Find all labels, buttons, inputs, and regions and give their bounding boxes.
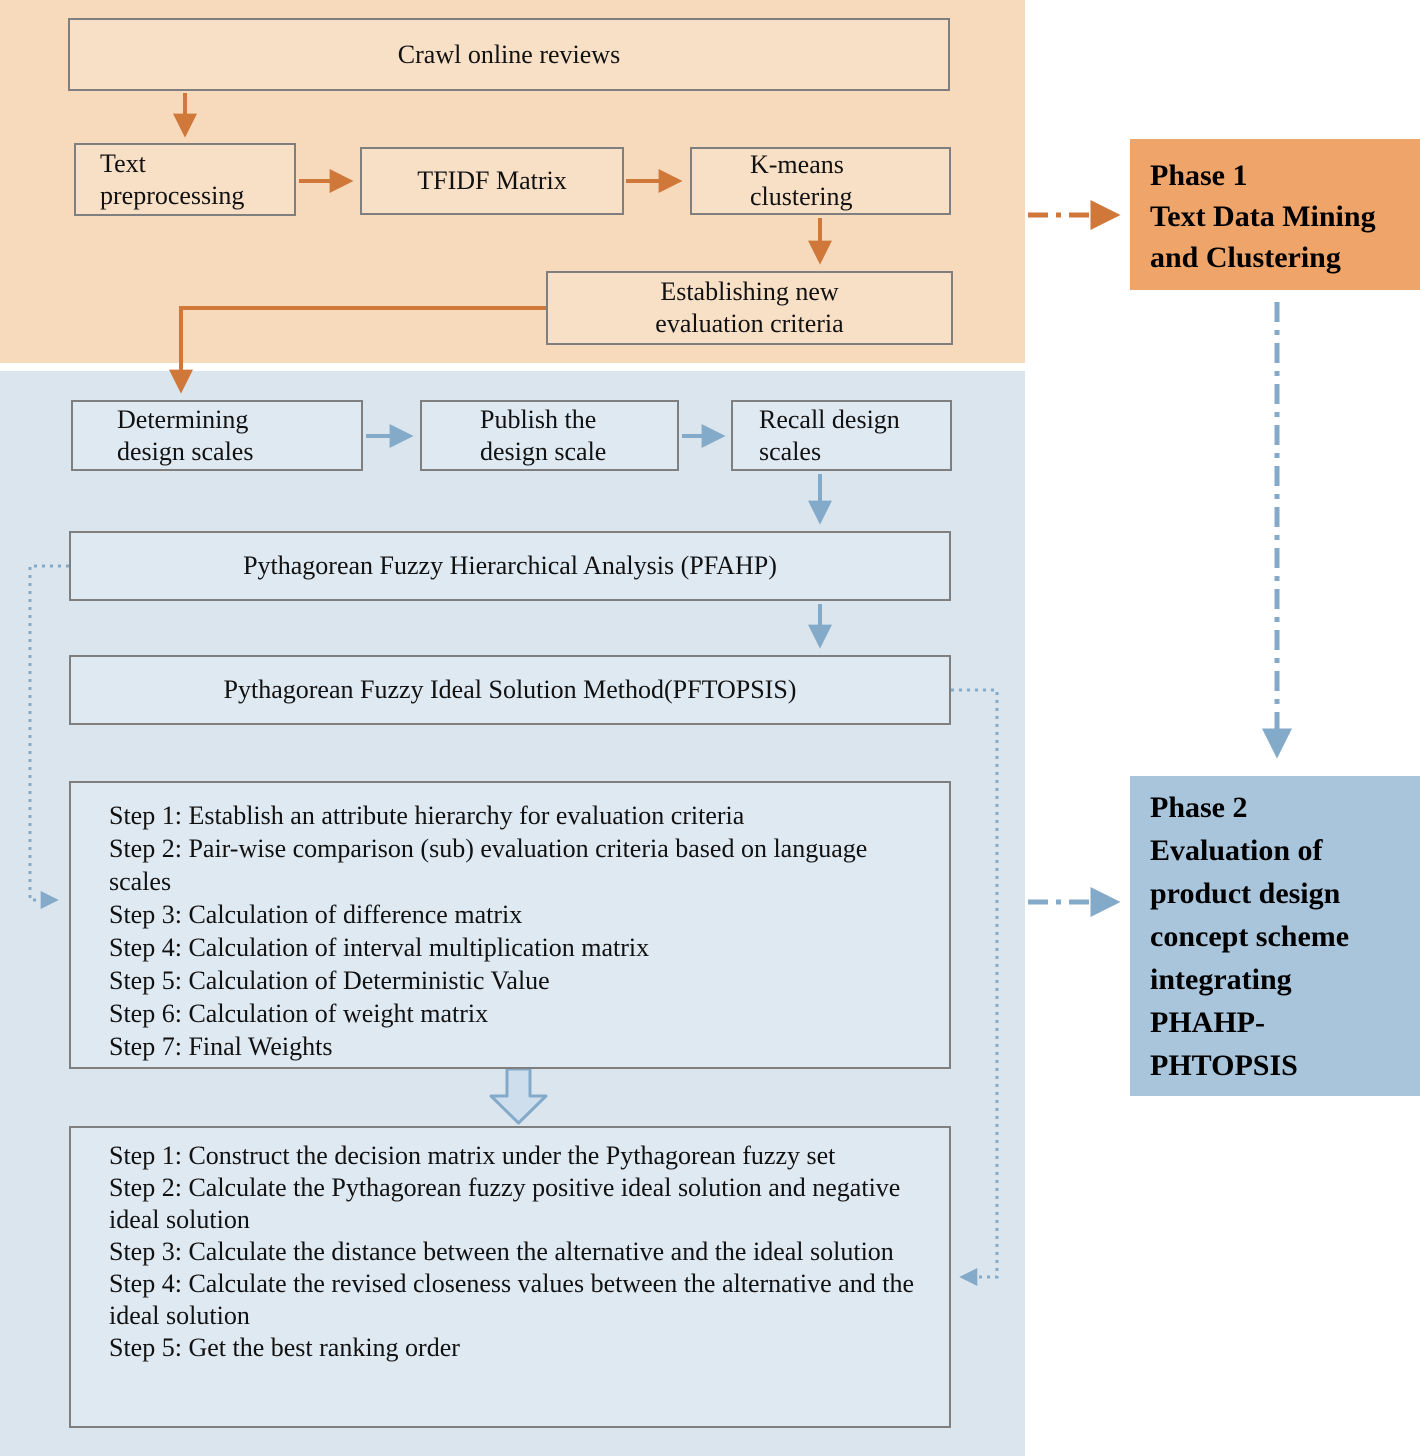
- crawl-online-reviews-box: [68, 18, 950, 91]
- phase1-label-box: [1130, 139, 1420, 290]
- phase2-label-box: [1130, 776, 1420, 1096]
- phase2-title: Phase 2: [1150, 791, 1248, 824]
- text-preprocessing-line1: Text: [100, 148, 146, 178]
- pfahp-steps-box: [69, 781, 951, 1069]
- text-preprocessing-line2: preprocessing: [100, 180, 245, 210]
- publish-design-scale-box: [420, 400, 679, 471]
- step-item: Step 4: Calculate the revised closeness values between the alternative and the ideal solution: [109, 1269, 914, 1330]
- recall-line2: scales: [759, 436, 822, 466]
- tfidf-matrix-box: [360, 147, 624, 215]
- criteria-line1: Establishing new: [660, 277, 839, 306]
- phase2-label-line6: PHTOPSIS: [1150, 1049, 1298, 1082]
- pfahp-box: [69, 531, 951, 601]
- step-item: Step 3: Calculate the distance between the alternative and the ideal solution: [109, 1237, 894, 1266]
- publish-line1: Publish the: [480, 404, 597, 434]
- step-item: Step 6: Calculation of weight matrix: [109, 999, 489, 1028]
- step-item: Step 7: Final Weights: [109, 1032, 333, 1061]
- pfahp-label: Pythagorean Fuzzy Hierarchical Analysis (PFAHP): [243, 551, 777, 580]
- phase2-label-line1: Evaluation of: [1150, 834, 1323, 867]
- kmeans-line2: clustering: [750, 182, 853, 211]
- criteria-line2: evaluation criteria: [655, 309, 844, 338]
- determining-design-scales-box: [71, 400, 363, 471]
- phase1-label-line2: and Clustering: [1150, 241, 1341, 274]
- phase1-label-line1: Text Data Mining: [1150, 200, 1376, 233]
- phase2-label-line4: integrating: [1150, 963, 1292, 996]
- pftopsis-label: Pythagorean Fuzzy Ideal Solution Method(PFTOPSIS): [223, 675, 797, 704]
- step-item: Step 2: Calculate the Pythagorean fuzzy positive ideal solution and negative ideal solution: [109, 1173, 901, 1234]
- pftopsis-steps-box: [69, 1126, 951, 1428]
- publish-line2: design scale: [480, 436, 607, 466]
- phase2-label-line3: concept scheme: [1150, 920, 1350, 953]
- text-preprocessing-box: [74, 143, 296, 216]
- determining-line1: Determining: [117, 404, 249, 434]
- kmeans-line1: K-means: [750, 150, 844, 179]
- step-item: Step 3: Calculation of difference matrix: [109, 900, 523, 929]
- kmeans-clustering-box: [690, 147, 951, 215]
- recall-design-scales-box: [731, 400, 952, 471]
- recall-line1: Recall design: [759, 404, 900, 434]
- phase2-label-line5: PHAHP-: [1150, 1006, 1265, 1039]
- phase2-label-line2: product design: [1150, 877, 1341, 910]
- phase1-title: Phase 1: [1150, 159, 1248, 192]
- crawl-online-reviews-label: Crawl online reviews: [397, 39, 621, 69]
- step-item: Step 5: Calculation of Deterministic Value: [109, 966, 550, 995]
- tfidf-matrix-label: TFIDF Matrix: [417, 166, 567, 195]
- step-item: Step 2: Pair-wise comparison (sub) evaluation criteria based on language scales: [109, 834, 868, 896]
- step-item: Step 5: Get the best ranking order: [109, 1333, 460, 1362]
- determining-line2: design scales: [117, 436, 254, 466]
- pftopsis-box: [69, 655, 951, 725]
- step-item: Step 4: Calculation of interval multiplication matrix: [109, 933, 650, 962]
- step-item: Step 1: Construct the decision matrix under the Pythagorean fuzzy set: [109, 1141, 836, 1170]
- step-item: Step 1: Establish an attribute hierarchy for evaluation criteria: [109, 801, 745, 830]
- establishing-criteria-box: [546, 271, 953, 345]
